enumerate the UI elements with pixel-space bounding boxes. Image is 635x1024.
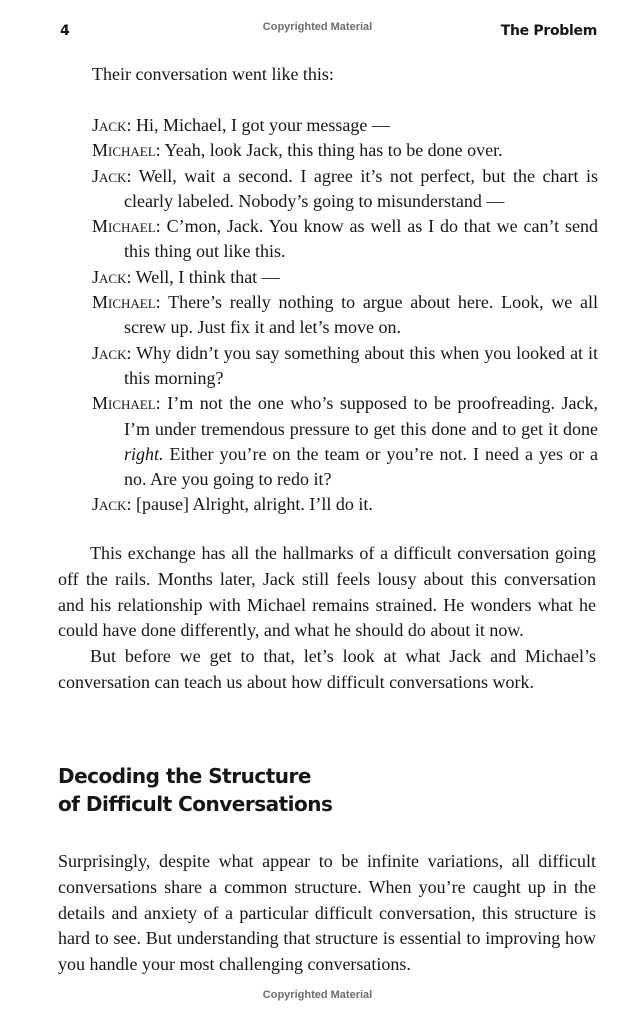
dialogue-line [92, 113, 598, 138]
running-head: The Problem [500, 23, 597, 39]
dialogue-line [92, 391, 598, 492]
dialogue-line [92, 265, 598, 290]
speaker-name: Jack : [92, 267, 131, 287]
speaker-name: Michael : [92, 216, 161, 236]
dialogue-line [92, 290, 598, 341]
section-paragraph: Surprisingly, despite what appear to be infinite variations, all difficult conversations share a common structure. When you’re caught up in the details and anxiety of a particular difficult conversation, this structure is hard to see. But understanding that structure is essential to improving how you handle your most challenging conversations. [58, 851, 596, 975]
speaker-name: Jack : [92, 166, 131, 186]
dialogue-transcript [92, 113, 598, 518]
dialogue-line [92, 492, 598, 517]
page-number: 4 [60, 23, 70, 39]
emphasized-word: right. [124, 443, 164, 464]
dialogue-text-continued: Either you’re on the team or you’re not. I need a yes or a no. Are you going to redo it? [124, 443, 598, 490]
dialogue-line [92, 164, 598, 215]
speaker-name: Michael : [92, 393, 161, 413]
speaker-name: Jack : [92, 494, 131, 514]
dialogue-text: C’mon, Jack. You know as well as I do that we can’t send this thing out like this. [124, 216, 599, 262]
section-heading-line: Decoding the Structure [58, 764, 311, 788]
speaker-name: Jack : [92, 115, 131, 135]
dialogue-text: I’m not the one who’s supposed to be proofreading. Jack, I’m under tremendous pressure to get this done and to get it done [124, 393, 598, 439]
section-heading-line: of Difficult Conversations [58, 792, 333, 816]
dialogue-line [92, 341, 598, 392]
dialogue-text: Why didn’t you say something about this when you looked at it this morning? [124, 342, 598, 388]
dialogue-text: Hi, Michael, I got your message — [135, 115, 390, 135]
copyright-notice-bottom: Copyrighted Material [262, 989, 373, 1001]
dialogue-line [92, 138, 598, 163]
paragraph: But before we get to that, let’s look at what Jack and Michael’s conversation can teach us about how difficult conversations work. [58, 646, 596, 692]
paragraph: This exchange has all the hallmarks of a difficult conversation going off the rails. Months later, Jack still feels lousy about this conversation and his relationship with Michael remains strained. He wonders what he could have done differently, and what he should do about it now. [58, 543, 596, 641]
copyright-notice-top: Copyrighted Material [262, 21, 373, 33]
dialogue-text: Well, wait a second. I agree it’s not perfect, but the chart is clearly labeled. Nobody’s going to misunderstand — [124, 165, 598, 211]
dialogue-text: Well, I think that — [135, 266, 280, 287]
speaker-name: Jack : [92, 343, 131, 363]
intro-line: Their conversation went like this: [92, 64, 334, 84]
section-heading [58, 762, 332, 818]
page-header [0, 17, 635, 43]
speaker-name: Michael : [92, 140, 161, 160]
dialogue-text: There’s really nothing to argue about here. Look, we all screw up. Just fix it and let’s move on. [124, 292, 598, 338]
speaker-name: Michael : [92, 292, 161, 312]
body-paragraphs [58, 541, 596, 696]
dialogue-text: Yeah, look Jack, this thing has to be done over. [164, 140, 503, 161]
dialogue-line [92, 214, 598, 265]
dialogue-text: [pause] Alright, alright. I’ll do it. [135, 494, 373, 515]
